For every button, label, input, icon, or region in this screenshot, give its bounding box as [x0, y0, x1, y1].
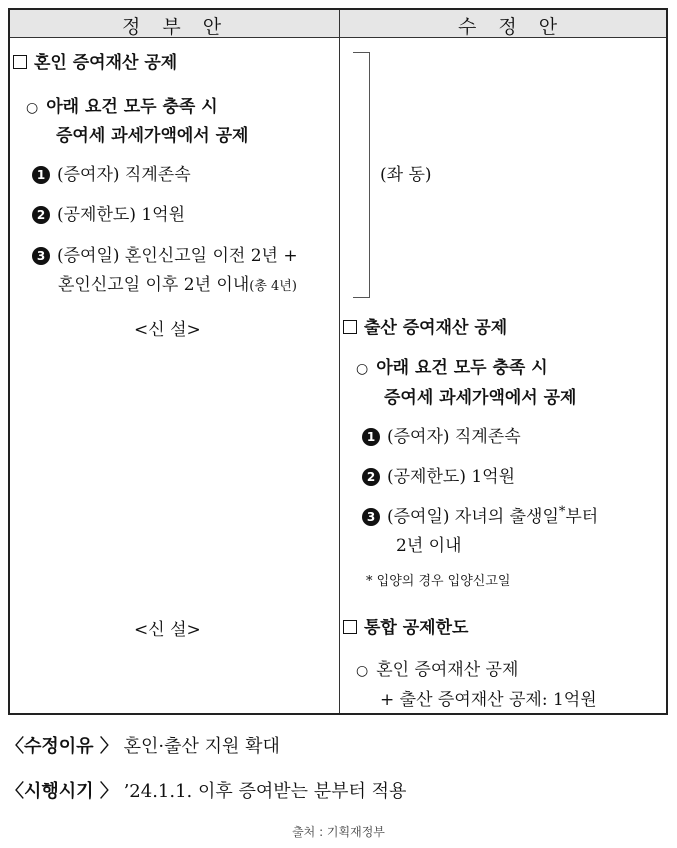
column-divider: [339, 10, 340, 713]
header-right: 수정안: [458, 16, 580, 38]
number-3-icon: 3: [32, 247, 50, 265]
number-3-icon: 3: [362, 508, 380, 526]
number-2-icon: 2: [32, 206, 50, 224]
left-new-1: <신 설>: [134, 320, 201, 340]
same-as-left-bracket: [353, 52, 370, 298]
right-angle-icon: 〉: [93, 736, 118, 757]
left-angle-icon: 〈: [6, 736, 24, 757]
checkbox-square-icon: [343, 320, 357, 334]
left-point-line2: 증여세 과세가액에서 공제: [56, 126, 249, 146]
right-point-line1: ○ 아래 요건 모두 충족 시: [356, 358, 548, 378]
checkbox-square-icon: [343, 620, 357, 634]
comparison-table: [8, 8, 668, 715]
right-item-3-line1: 3 (증여일) 자녀의 출생일*부터: [362, 502, 598, 527]
right-same: (좌 동): [380, 165, 432, 185]
right-angle-icon: 〉: [93, 781, 118, 802]
reason-line: 〈수정이유 〉 혼인·출산 지원 확대: [6, 736, 280, 757]
left-point-line1: ○ 아래 요건 모두 충족 시: [26, 97, 218, 117]
left-new-2: <신 설>: [134, 620, 201, 640]
left-item-3-line2: 혼인신고일 이후 2년 이내(총 4년): [58, 275, 297, 295]
right-item-3-line2: 2년 이내: [396, 536, 462, 556]
left-section-title: 혼인 증여재산 공제: [13, 48, 177, 73]
table-header: [10, 10, 666, 38]
header-left: 정부안: [122, 16, 244, 38]
circle-bullet-icon: ○: [26, 100, 39, 116]
right-section-title-2: 통합 공제한도: [343, 613, 468, 638]
number-1-icon: 1: [32, 166, 50, 184]
circle-bullet-icon: ○: [356, 663, 369, 679]
right-item-1: 1 (증여자) 직계존속: [362, 422, 521, 447]
right-combo-line1: ○ 혼인 증여재산 공제: [356, 660, 519, 680]
number-2-icon: 2: [362, 468, 380, 486]
effective-line: 〈시행시기 〉 ’24.1.1. 이후 증여받는 분부터 적용: [6, 781, 407, 802]
number-1-icon: 1: [362, 428, 380, 446]
circle-bullet-icon: ○: [356, 361, 369, 377]
left-angle-icon: 〈: [6, 781, 24, 802]
right-footnote: * 입양의 경우 입양신고일: [366, 574, 511, 589]
right-combo-line2: + 출산 증여재산 공제: 1억원: [380, 690, 597, 710]
right-section-title-1: 출산 증여재산 공제: [343, 313, 507, 338]
source-caption: 출처 : 기획재정부: [292, 825, 385, 839]
checkbox-square-icon: [13, 55, 27, 69]
right-item-2: 2 (공제한도) 1억원: [362, 462, 515, 487]
left-item-1: 1 (증여자) 직계존속: [32, 160, 191, 185]
left-item-3-line1: 3 (증여일) 혼인신고일 이전 2년 +: [32, 241, 298, 266]
right-point-line2: 증여세 과세가액에서 공제: [384, 388, 577, 408]
left-item-2: 2 (공제한도) 1억원: [32, 200, 185, 225]
